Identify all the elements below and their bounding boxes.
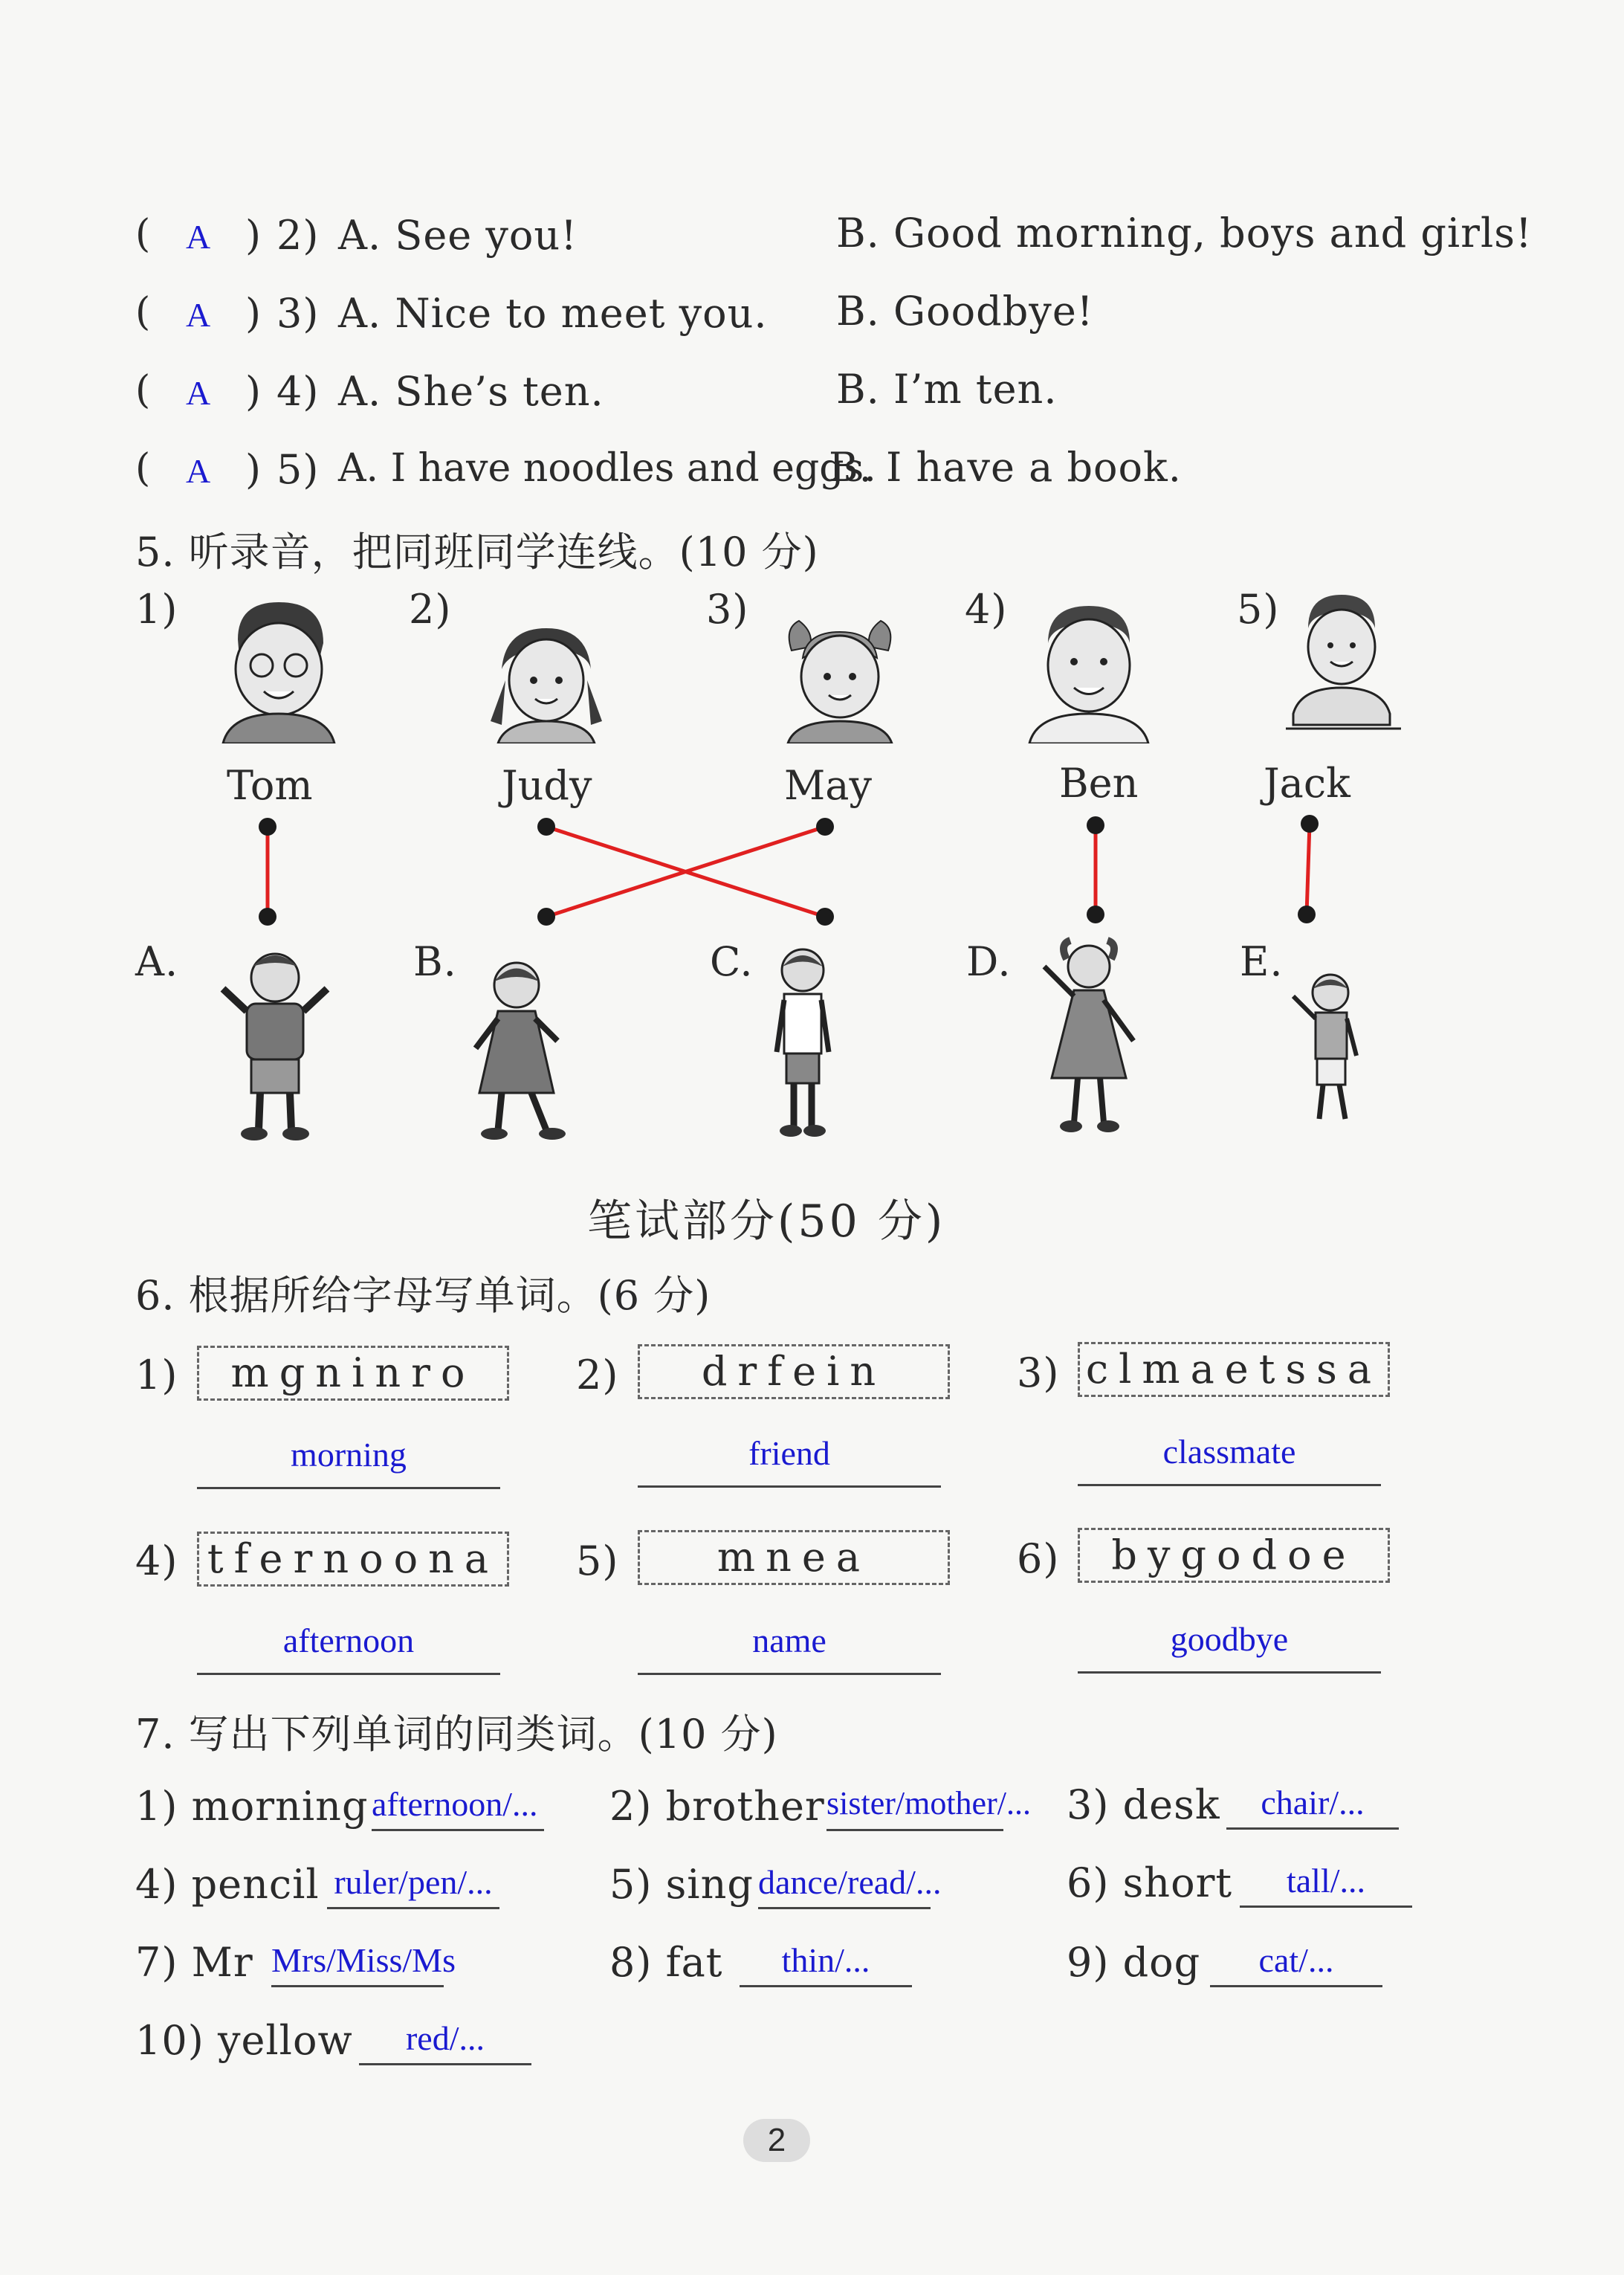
open-paren: ( bbox=[135, 212, 151, 256]
item-number: 5) bbox=[276, 446, 320, 493]
answer: A bbox=[186, 374, 211, 412]
scrambled-letters: mnea bbox=[638, 1530, 950, 1585]
item-number: 6) bbox=[1017, 1535, 1060, 1582]
option-b: B. Good morning, boys and girls! bbox=[836, 210, 1533, 256]
kid-number: 1) bbox=[135, 586, 178, 633]
kid-number: 3) bbox=[706, 586, 749, 633]
answer-text: sister/mother/... bbox=[826, 1785, 1031, 1821]
figure-a-illustration bbox=[208, 944, 342, 1145]
student-name: May bbox=[784, 762, 872, 809]
kid-number: 2) bbox=[409, 586, 452, 633]
page-number: 2 bbox=[743, 2119, 810, 2162]
word-label: 5) sing bbox=[609, 1861, 754, 1908]
close-paren: ) bbox=[245, 290, 262, 337]
open-paren: ( bbox=[135, 446, 151, 491]
picture-dot bbox=[1298, 906, 1316, 923]
student-name: Jack bbox=[1264, 760, 1350, 807]
option-a: A. See you! bbox=[338, 212, 578, 259]
item-number: 2) bbox=[276, 212, 320, 259]
close-paren: ) bbox=[245, 212, 262, 259]
kid-number: 5) bbox=[1237, 586, 1280, 633]
answer-line bbox=[1078, 1432, 1381, 1486]
answer-text: chair/... bbox=[1261, 1784, 1365, 1821]
answer-line bbox=[1210, 1940, 1382, 1987]
answer: A bbox=[186, 218, 211, 256]
option-letter: E. bbox=[1240, 938, 1284, 985]
answer-text: Mrs/Miss/Ms bbox=[271, 1941, 456, 1979]
answer-line bbox=[359, 2019, 531, 2065]
option-letter: D. bbox=[966, 938, 1012, 985]
option-b: B. I have a book. bbox=[829, 444, 1182, 491]
close-paren: ) bbox=[245, 446, 262, 493]
student-name: Tom bbox=[227, 762, 313, 809]
close-paren: ) bbox=[245, 368, 262, 415]
answer-line bbox=[638, 1433, 941, 1488]
answer-line bbox=[1226, 1783, 1399, 1830]
answer-text: friend bbox=[748, 1434, 830, 1472]
word-label: 9) dog bbox=[1067, 1939, 1201, 1986]
open-paren: ( bbox=[135, 290, 151, 335]
option-letter: A. bbox=[135, 938, 179, 985]
answer-line bbox=[1240, 1861, 1412, 1908]
item-number: 5) bbox=[576, 1537, 619, 1584]
scrambled-letters: mgninro bbox=[197, 1346, 509, 1401]
item-number: 1) bbox=[135, 1352, 178, 1398]
student-name: Judy bbox=[502, 762, 592, 809]
answer: A bbox=[186, 296, 211, 334]
option-b: B. Goodbye! bbox=[836, 288, 1094, 335]
item-number: 4) bbox=[276, 368, 320, 415]
q7-title: 7. 写出下列单词的同类词。(10 分) bbox=[135, 1711, 778, 1758]
answer-line bbox=[740, 1940, 912, 1987]
word-label: 3) desk bbox=[1067, 1781, 1220, 1828]
answer-text: tall/... bbox=[1286, 1862, 1366, 1900]
answer-text: red/... bbox=[405, 2019, 485, 2057]
answer-line bbox=[197, 1621, 500, 1675]
answer: A bbox=[186, 452, 211, 490]
item-number: 3) bbox=[1017, 1349, 1060, 1396]
option-a: A. Nice to meet you. bbox=[338, 290, 768, 337]
item-number: 2) bbox=[576, 1352, 619, 1398]
answer-text: thin/... bbox=[781, 1941, 870, 1979]
answer-text: afternoon/... bbox=[372, 1785, 538, 1823]
scrambled-letters: clmaetssa bbox=[1078, 1342, 1390, 1397]
word-label: 10) yellow bbox=[135, 2017, 353, 2064]
answer-line bbox=[638, 1621, 941, 1675]
name-dot bbox=[816, 818, 834, 836]
kid-number: 4) bbox=[965, 586, 1008, 633]
answer-line bbox=[758, 1862, 942, 1909]
option-letter: B. bbox=[413, 938, 457, 985]
student-name: Ben bbox=[1059, 760, 1139, 807]
name-dot bbox=[1087, 816, 1104, 834]
word-label: 1) morning bbox=[135, 1783, 369, 1830]
answer-text: ruler/pen/... bbox=[334, 1863, 493, 1901]
word-label: 4) pencil bbox=[135, 1861, 320, 1908]
figure-c-illustration bbox=[758, 940, 847, 1145]
q6-title: 6. 根据所给字母写单词。(6 分) bbox=[135, 1272, 711, 1319]
picture-dot bbox=[816, 908, 834, 926]
name-dot bbox=[259, 818, 276, 836]
option-a: A. She’s ten. bbox=[338, 368, 604, 415]
answer-text: name bbox=[752, 1621, 826, 1659]
option-letter: C. bbox=[710, 938, 754, 985]
scrambled-letters: tfernoona bbox=[197, 1532, 509, 1587]
figure-e-illustration bbox=[1278, 967, 1375, 1130]
picture-dot bbox=[537, 908, 555, 926]
name-dot bbox=[1301, 815, 1319, 833]
answer-text: classmate bbox=[1162, 1433, 1296, 1471]
item-number: 3) bbox=[276, 290, 320, 337]
answer-line bbox=[372, 1784, 544, 1831]
section-title: 笔试部分(50 分) bbox=[587, 1195, 946, 1248]
word-label: 2) brother bbox=[609, 1783, 825, 1830]
matching-lines bbox=[0, 0, 1624, 967]
option-a: A. I have noodles and eggs. bbox=[338, 446, 876, 491]
figure-d-illustration bbox=[1022, 937, 1156, 1145]
figure-b-illustration bbox=[457, 952, 576, 1145]
scrambled-letters: bygodoe bbox=[1078, 1528, 1390, 1583]
answer-line bbox=[271, 1940, 456, 1987]
answer-line bbox=[327, 1862, 499, 1909]
q5-title: 5. 听录音，把同班同学连线。(10 分) bbox=[135, 529, 819, 575]
answer-text: dance/read/... bbox=[758, 1863, 942, 1901]
answer-text: goodbye bbox=[1170, 1620, 1289, 1658]
option-b: B. I’m ten. bbox=[836, 366, 1058, 413]
scrambled-letters: drfein bbox=[638, 1344, 950, 1399]
answer-line bbox=[826, 1784, 1031, 1831]
answer-text: afternoon bbox=[282, 1621, 415, 1659]
word-label: 8) fat bbox=[609, 1939, 723, 1986]
answer-text: cat/... bbox=[1258, 1941, 1334, 1979]
picture-dot bbox=[259, 908, 276, 926]
name-dot bbox=[537, 818, 555, 836]
item-number: 4) bbox=[135, 1537, 178, 1584]
answer-line bbox=[197, 1435, 500, 1489]
answer-line bbox=[1078, 1619, 1381, 1674]
picture-dot bbox=[1087, 906, 1104, 923]
word-label: 7) Mr bbox=[135, 1939, 253, 1986]
open-paren: ( bbox=[135, 368, 151, 413]
word-label: 6) short bbox=[1067, 1859, 1233, 1906]
answer-text: morning bbox=[291, 1436, 407, 1474]
